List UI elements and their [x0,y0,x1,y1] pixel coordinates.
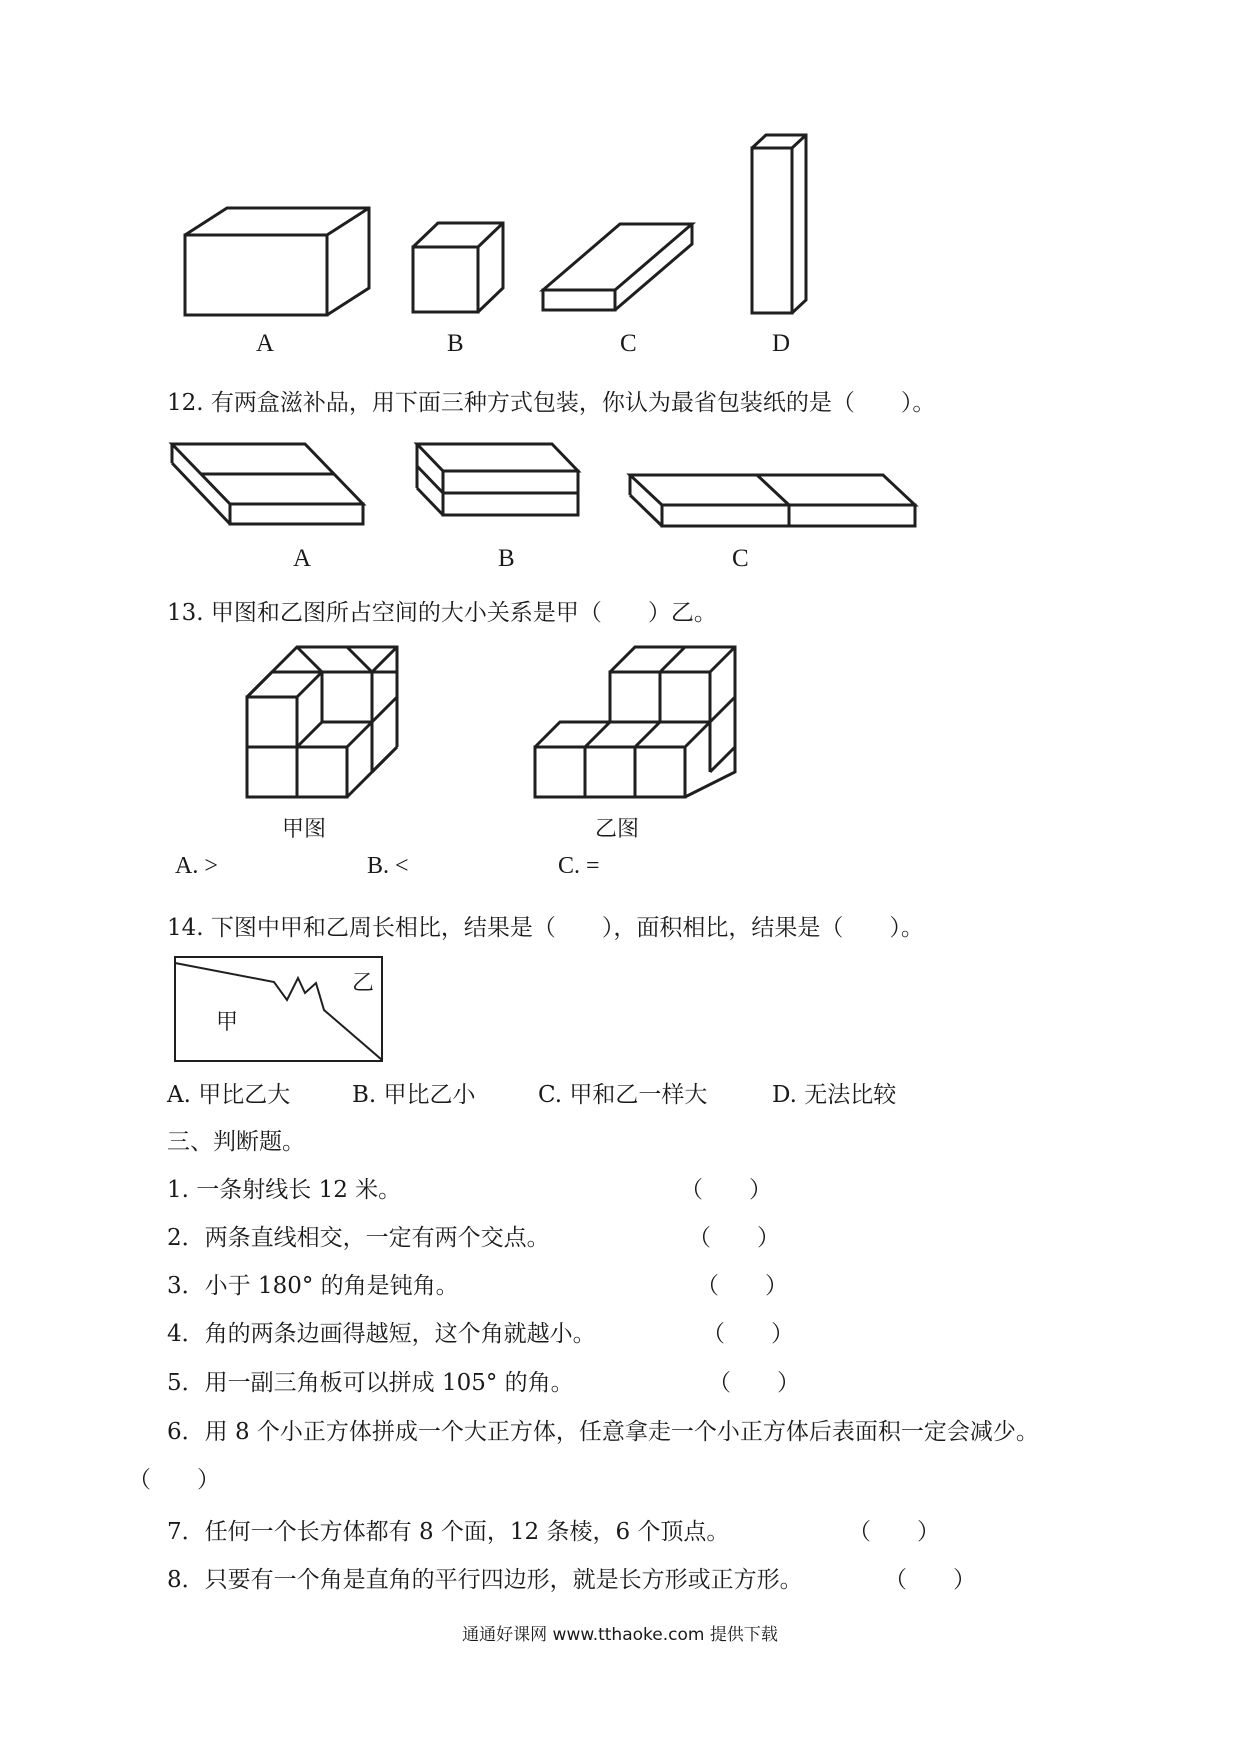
tf-item-7-text: 7．任何一个长方体都有 8 个面，12 条棱，6 个顶点。 [167,1519,730,1545]
tf-item-7-bracket[interactable]: （ ） [848,1519,940,1545]
q13-figure-label-jia: 甲图 [282,817,327,842]
q11-label-c: C [620,330,637,357]
q14-label-yi: 乙 [352,971,375,996]
tf-item-5-bracket[interactable]: （ ） [708,1370,800,1396]
tf-item-8-text: 8．只要有一个角是直角的平行四边形，就是长方形或正方形。 [167,1567,803,1593]
tf-item-3-text: 3．小于 180° 的角是钝角。 [167,1273,459,1299]
q14-question-text: 14. 下图中甲和乙周长相比，结果是（ ），面积相比，结果是（ ）。 [167,915,924,941]
q14-option-d: D. 无法比较 [772,1082,897,1108]
q13-option-a: A. > [175,853,218,879]
q11-label-d: D [772,330,791,357]
q12-label-b: B [498,545,515,572]
q13-option-c: C. = [558,853,600,879]
page-footer: 通通好课网 www.tthaoke.com 提供下载 [462,1625,778,1645]
q11-label-a: A [256,330,275,357]
tf-item-4-text: 4．角的两条边画得越短，这个角就越小。 [167,1321,596,1347]
q12-label-a: A [293,545,312,572]
q12-question-text: 12. 有两盒滋补品，用下面三种方式包装，你认为最省包装纸的是（ ）。 [167,390,936,416]
tf-item-1-bracket[interactable]: （ ） [680,1177,772,1203]
tf-item-2-bracket[interactable]: （ ） [688,1225,780,1251]
tf-item-3-bracket[interactable]: （ ） [696,1273,788,1299]
tf-item-5-text: 5．用一副三角板可以拼成 105° 的角。 [167,1370,574,1396]
q13-question-text: 13. 甲图和乙图所占空间的大小关系是甲（ ）乙。 [167,600,717,626]
q13-figure-label-yi: 乙图 [595,817,640,842]
tf-item-2-text: 2．两条直线相交，一定有两个交点。 [167,1225,550,1251]
q13-option-b: B. < [367,853,409,879]
q14-label-jia: 甲 [216,1010,239,1035]
tf-item-4-bracket[interactable]: （ ） [702,1321,794,1347]
tf-item-1-text: 1. 一条射线长 12 米。 [167,1177,402,1203]
tf-item-6-bracket[interactable]: （ ） [128,1467,220,1493]
q14-option-a: A. 甲比乙大 [167,1082,291,1108]
q14-option-c: C. 甲和乙一样大 [538,1082,708,1108]
tf-item-8-bracket[interactable]: （ ） [884,1567,976,1593]
q14-option-b: B. 甲比乙小 [352,1082,476,1108]
tf-item-6-text: 6．用 8 个小正方体拼成一个大正方体，任意拿走一个小正方体后表面积一定会减少。 [167,1419,1039,1445]
section3-title: 三、判断题。 [167,1129,305,1155]
q12-label-c: C [732,545,749,572]
q11-label-b: B [447,330,464,357]
